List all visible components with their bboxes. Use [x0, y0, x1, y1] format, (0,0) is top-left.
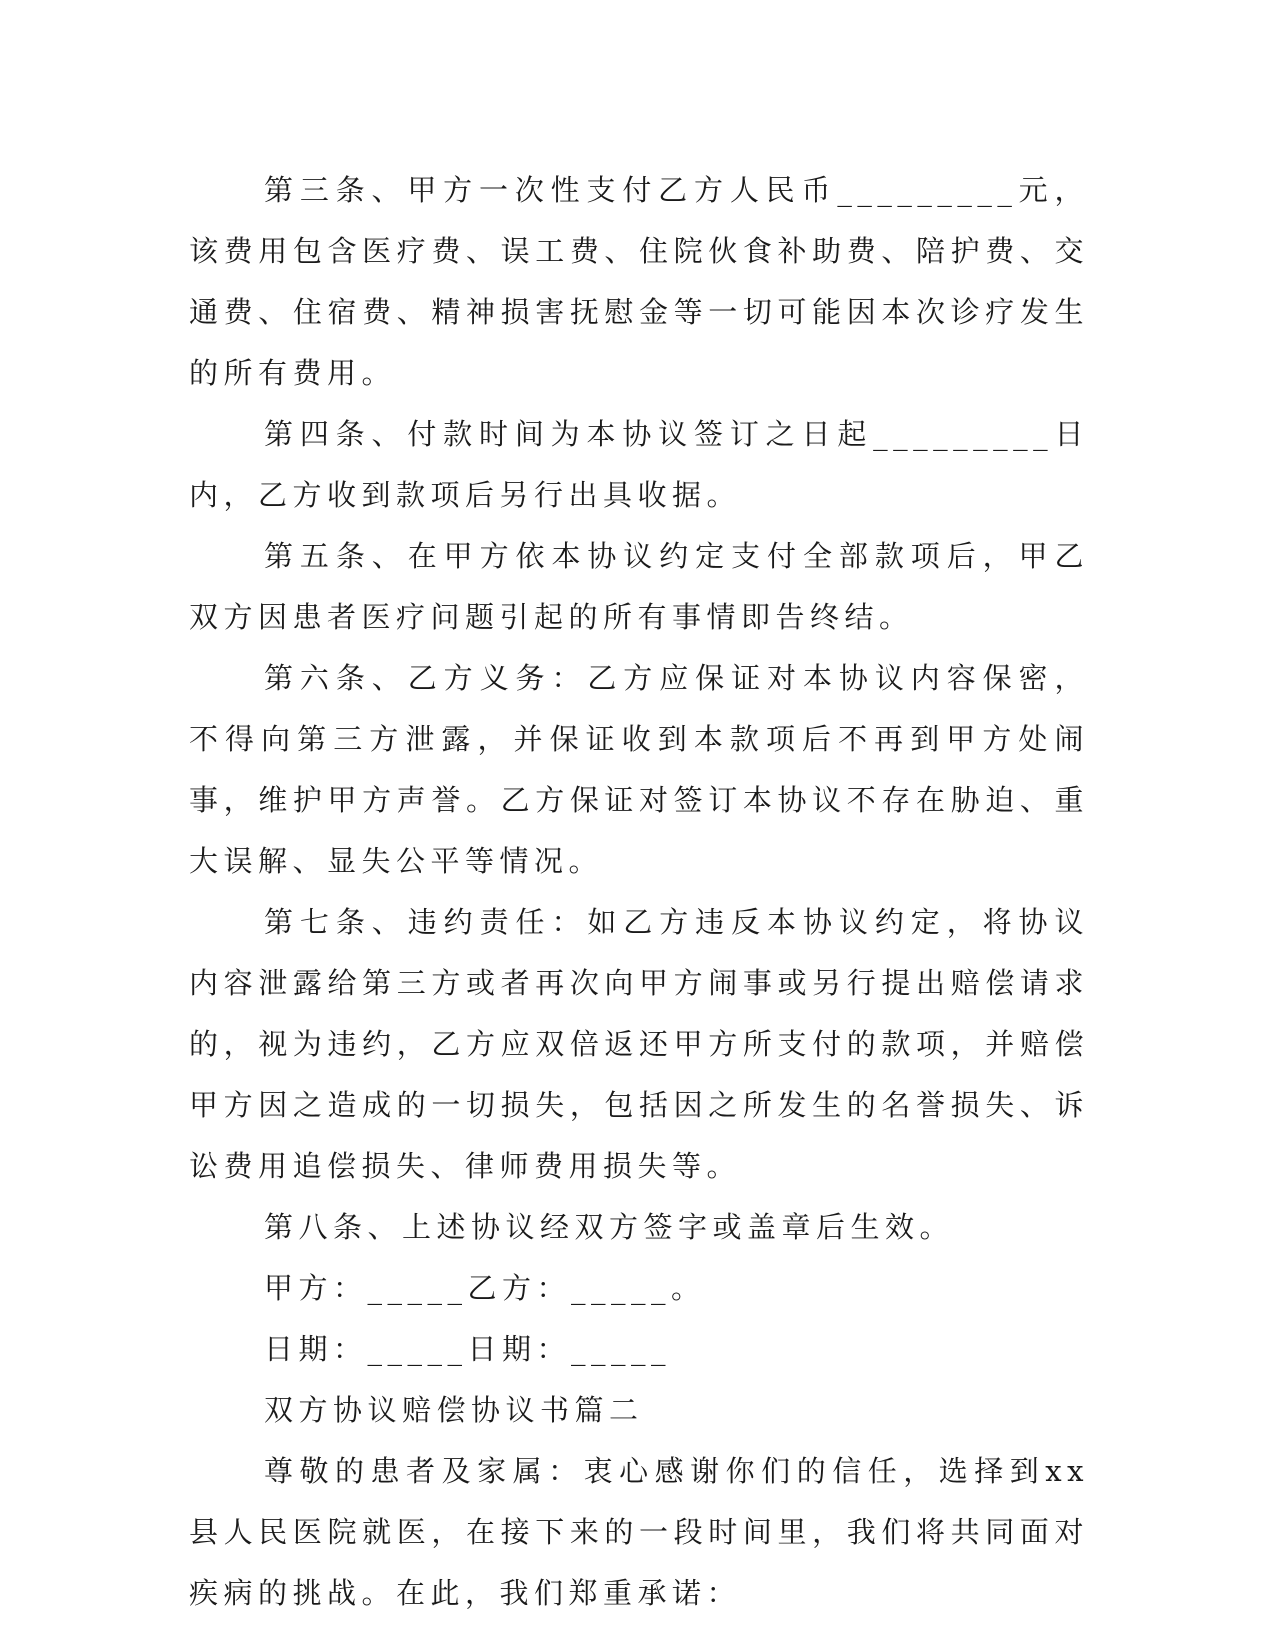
clause-7: 第七条、违约责任：如乙方违反本协议约定，将协议内容泄露给第三方或者再次向甲方闹事或另行提出赔偿请求的，视为违约，乙方应双倍返还甲方所支付的款项，并赔偿甲方因之造成的一切损失，包括因之所发生的名誉损失、诉讼费用追偿损失、律师费用损失等。	[189, 905, 1089, 1183]
clause-4: 第四条、付款时间为本协议签订之日起_________日内，乙方收到款项后另行出具收据。	[189, 417, 1089, 512]
intro-paragraph: 尊敬的患者及家属：衷心感谢你们的信任，选择到xx县人民医院就医，在接下来的一段时间里，我们将共同面对疾病的挑战。在此，我们郑重承诺：	[189, 1454, 1089, 1610]
clause-5: 第五条、在甲方依本协议约定支付全部款项后，甲乙双方因患者医疗问题引起的所有事情即告终结。	[189, 539, 1089, 634]
clause-6: 第六条、乙方义务：乙方应保证对本协议内容保密，不得向第三方泄露，并保证收到本款项后不再到甲方处闹事，维护甲方声誉。乙方保证对签订本协议不存在胁迫、重大误解、显失公平等情况。	[189, 661, 1089, 878]
clause-3: 第三条、甲方一次性支付乙方人民币_________元，该费用包含医疗费、误工费、住院伙食补助费、陪护费、交通费、住宿费、精神损害抚慰金等一切可能因本次诊疗发生的所有费用。	[189, 173, 1089, 390]
date-line: 日期：_____日期：_____	[264, 1332, 672, 1366]
clause-8: 第八条、上述协议经双方签字或盖章后生效。	[264, 1210, 955, 1244]
section-heading: 双方协议赔偿协议书篇二	[264, 1393, 644, 1427]
signature-line: 甲方：_____乙方：_____。	[264, 1271, 706, 1305]
document-body	[189, 160, 1089, 1624]
